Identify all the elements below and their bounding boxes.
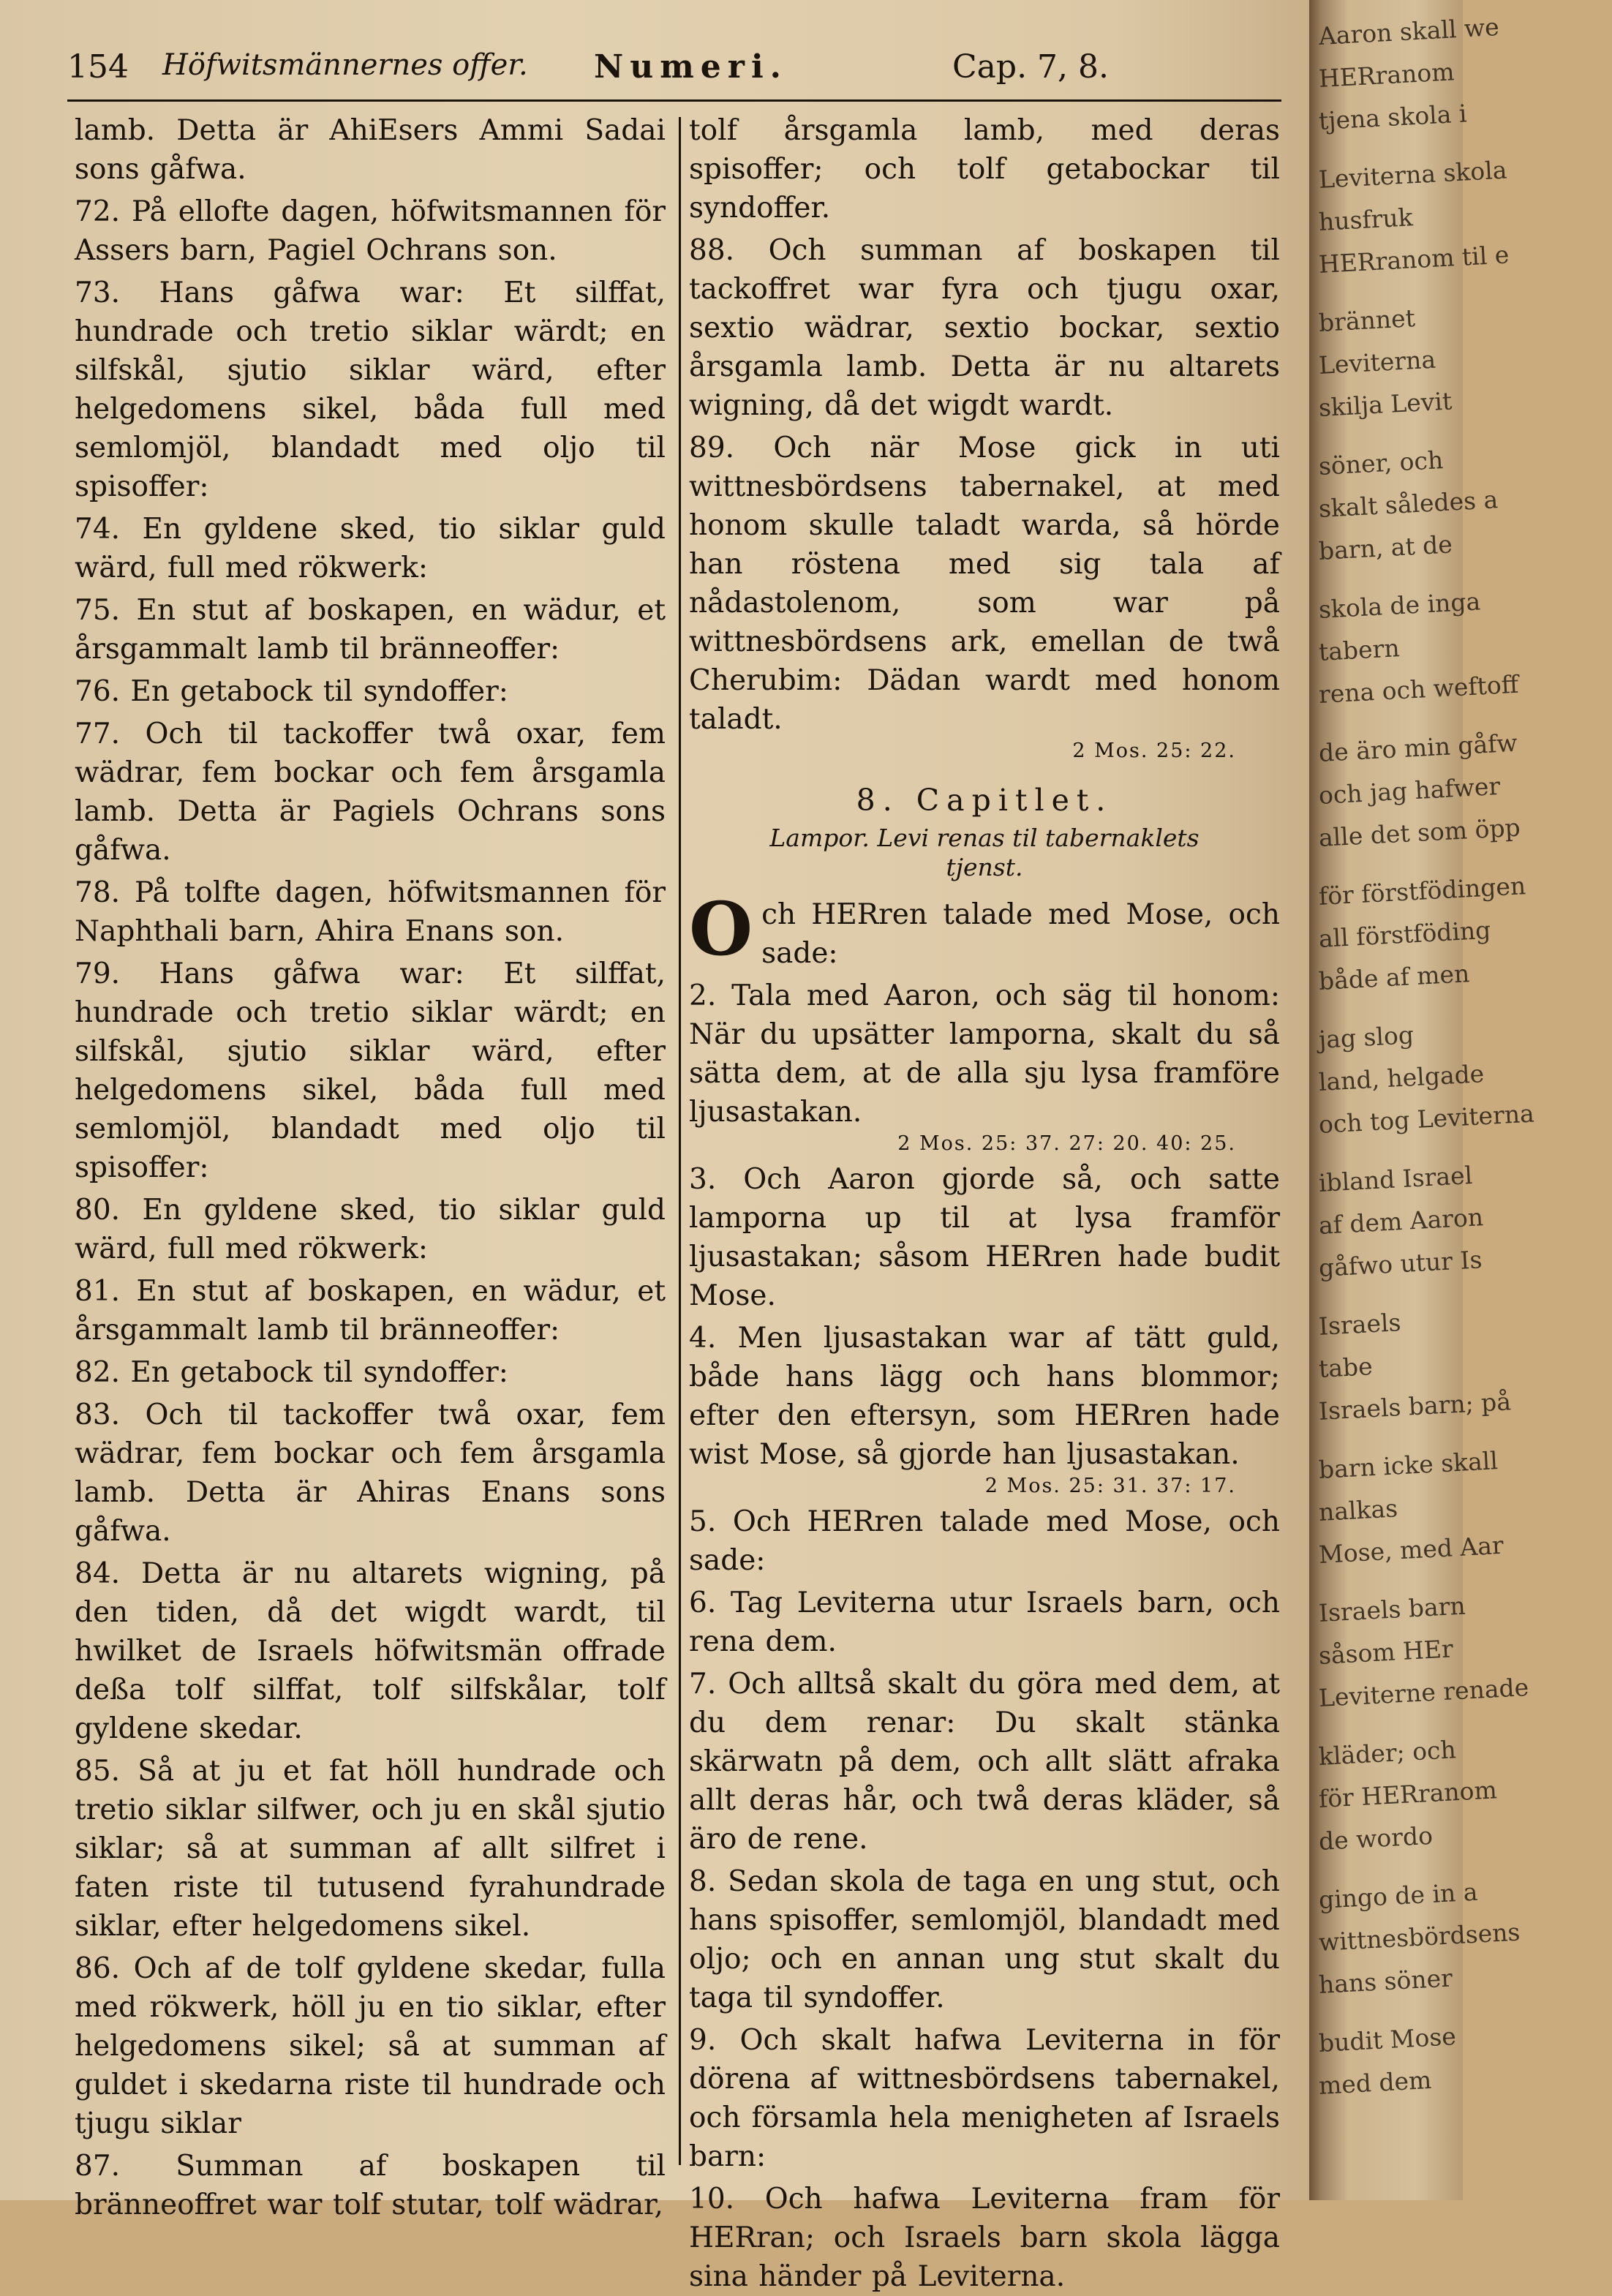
facing-page-line: tabern bbox=[1318, 633, 1401, 666]
verse-text: 5. Och HERren talade med Mose, och sade: bbox=[689, 1505, 1280, 1577]
verse-text: 87. Summan af boskapen til bränneoffret war tolf stutar, tolf wädrar, bbox=[75, 2150, 666, 2221]
verse-text: 78. På tolfte dagen, höfwitsmannen för Naphthali barn, Ahira Enans son. bbox=[75, 876, 666, 948]
verse-text: 85. Så at ju et fat höll hundrade och tretio siklar silfwer, och ju en skål sjutio siklar; så at summan af allt silfret i faten riste til tutusend fyrahundrade siklar, efter helgedomens sikel. bbox=[75, 1755, 666, 1943]
facing-page-line: både af men bbox=[1318, 959, 1471, 995]
verse-text: ch HERren talade med Mose, och sade: bbox=[761, 898, 1280, 970]
verse-text: 6. Tag Leviterna utur Israels barn, och rena dem. bbox=[689, 1587, 1280, 1658]
chapter-summary: Lampor. Levi renas til tabernaklets tjenst. bbox=[769, 824, 1199, 881]
verse-text: 4. Men ljusastakan war af tätt guld, både hans lägg och hans blommor; efter den eftersyn, som HERren hade wist Mose, så gjorde han ljusastakan. bbox=[689, 1322, 1280, 1471]
book-name: Numeri. bbox=[594, 48, 788, 86]
verse-text: 76. En getabock til syndoffer: bbox=[75, 675, 508, 708]
facing-page-line: all förstföding bbox=[1318, 915, 1492, 953]
facing-page-line: gingo de in a bbox=[1318, 1877, 1479, 1914]
verse-text: 86. Och af de tolf gyldene skedar, fulla med rökwerk, höll ju en tio siklar, efter helgedomens sikel; så at summan af guldet i skedarna riste til hundrade och tjugu siklar bbox=[75, 1952, 666, 2140]
facing-page-line: Israels bbox=[1318, 1308, 1402, 1341]
verse-text-opening bbox=[689, 886, 1280, 973]
verse-text: 83. Och til tackoffer twå oxar, fem wädrar, fem bockar och fem årsgamla lamb. Detta är Ahiras Enans sons gåfwa. bbox=[75, 1399, 666, 1548]
chapter-reference: Cap. 7, 8. bbox=[952, 48, 1109, 86]
verse-text: tolf årsgamla lamb, med deras spisoffer; och tolf getabockar til syndoffer. bbox=[689, 114, 1280, 225]
facing-page-line: Israels barn bbox=[1318, 1591, 1466, 1627]
verse-text: 75. En stut af boskapen, en wädur, et årsgammalt lamb til bränneoffer: bbox=[75, 594, 666, 666]
facing-page-line: kläder; och bbox=[1318, 1735, 1457, 1771]
facing-page-line: brännet bbox=[1318, 304, 1416, 337]
facing-page-line: för HERranom bbox=[1318, 1775, 1498, 1813]
facing-page-line: skilja Levit bbox=[1318, 386, 1453, 422]
facing-page-line: Leviterna skola bbox=[1318, 155, 1508, 194]
facing-page-line: Aaron skall we bbox=[1318, 12, 1500, 50]
verse-text: 73. Hans gåfwa war: Et silffat, hundrade och tretio siklar wärdt; en silfskål, sjutio siklar wärd, efter helgedomens sikel, båda full med semlomjöl, blandadt med oljo til spisoffer: bbox=[75, 276, 666, 503]
facing-page-line: tjena skola i bbox=[1318, 99, 1468, 135]
facing-page-line: nalkas bbox=[1318, 1494, 1398, 1527]
running-header bbox=[67, 48, 1281, 98]
facing-page-line: söner, och bbox=[1318, 445, 1445, 481]
verse-text: 81. En stut af boskapen, en wädur, et årsgammalt lamb til bränneoffer: bbox=[75, 1275, 666, 1347]
facing-page-text bbox=[1318, 12, 1611, 2114]
facing-page-line: Israels barn; på bbox=[1318, 1387, 1512, 1426]
facing-page-line: Leviterne renade bbox=[1318, 1672, 1530, 1712]
facing-page-line: barn icke skall bbox=[1318, 1446, 1499, 1484]
verse-text: 88. Och summan af boskapen til tackoffret war fyra och tjugu oxar, sextio wädrar, sextio bockar, sextio årsgamla lamb. Detta är nu altarets wigning, då det wigdt wardt. bbox=[689, 234, 1280, 422]
cross-reference: 2 Mos. 25: 22. bbox=[1072, 739, 1236, 762]
facing-page-line: barn, at de bbox=[1318, 530, 1453, 565]
verse-text: 7. Och alltså skalt du göra med dem, at du dem renar: Du skalt stänka skärwatn på dem, och allt slätt afraka allt deras hår, och twå deras kläder, så äro de rene. bbox=[689, 1668, 1280, 1856]
verse-text: 72. På ellofte dagen, höfwitsmannen för Assers barn, Pagiel Ochrans son. bbox=[75, 195, 666, 267]
facing-page-line: ibland Israel bbox=[1318, 1160, 1474, 1197]
facing-page-line: de wordo bbox=[1318, 1821, 1434, 1856]
verse-text: 9. Och skalt hafwa Leviterna in för dörena af wittnesbördsens tabernakel, och församla hela menigheten af Israels barn: bbox=[689, 2024, 1280, 2173]
chapter-heading: 8. Capitlet. bbox=[856, 783, 1113, 818]
facing-page-line: Mose, med Aar bbox=[1318, 1530, 1504, 1569]
facing-page-line: för förstfödingen bbox=[1318, 871, 1526, 911]
cross-reference: 2 Mos. 25: 31. 37: 17. bbox=[984, 1475, 1236, 1497]
facing-page-line: tabe bbox=[1318, 1352, 1374, 1383]
verse-text: lamb. Detta är AhiEsers Ammi Sadai sons gåfwa. bbox=[75, 114, 666, 186]
verse-text: 10. Och hafwa Leviterna fram för HERran; och Israels barn skola lägga sina händer på Leviterna. bbox=[689, 2183, 1280, 2293]
facing-page-line: Leviterna bbox=[1318, 345, 1436, 380]
facing-page-line: såsom HEr bbox=[1318, 1634, 1454, 1670]
verse-text: 77. Och til tackoffer twå oxar, fem wädrar, fem bockar och fem årsgamla lamb. Detta är Pagiels Ochrans sons gåfwa. bbox=[75, 718, 666, 867]
facing-page-line: skola de inga bbox=[1318, 587, 1482, 624]
verse-text: 80. En gyldene sked, tio siklar guld wärd, full med rökwerk: bbox=[75, 1194, 666, 1265]
facing-page-line: jag slog bbox=[1318, 1020, 1415, 1054]
facing-page-line: HERranom til e bbox=[1318, 240, 1510, 279]
drop-cap: O bbox=[689, 886, 753, 972]
verse-text: 89. Och när Mose gick in uti wittnesbördsens tabernakel, at med honom skulle taladt warda, så hörde han röstena med sig tala af nådastolenom, som war på wittnesbördsens ark, emellan de twå Cherubim: Dädan wardt med honom taladt. bbox=[689, 432, 1280, 736]
facing-page-edge bbox=[1309, 0, 1535, 2200]
facing-page-line: med dem bbox=[1318, 2065, 1433, 2100]
verse-text: 82. En getabock til syndoffer: bbox=[75, 1356, 508, 1389]
verse-text: 3. Och Aaron gjorde så, och satte lamporna up til at lysa framför ljusastakan; såsom HERren hade budit Mose. bbox=[689, 1163, 1280, 1312]
verse-text: 8. Sedan skola de taga en ung stut, och hans spisoffer, semlomjöl, blandadt med oljo; och en annan ung stut skalt du taga til syndoffer. bbox=[689, 1865, 1280, 2014]
facing-page-line: gåfwo utur Is bbox=[1318, 1245, 1483, 1282]
cross-reference: 2 Mos. 25: 37. 27: 20. 40: 25. bbox=[897, 1132, 1236, 1155]
verse-text: 74. En gyldene sked, tio siklar guld wärd, full med rökwerk: bbox=[75, 513, 666, 584]
column-divider bbox=[679, 117, 681, 2165]
header-rule bbox=[67, 99, 1281, 102]
verse-text: 84. Detta är nu altarets wigning, på den tiden, då det wigdt wardt, til hwilket de Israels höfwitsmän offrade deßa tolf silffat, tolf silfskålar, tolf gyldene skedar. bbox=[75, 1557, 666, 1745]
facing-page-line: budit Mose bbox=[1318, 2022, 1457, 2058]
facing-page-line: af dem Aaron bbox=[1318, 1202, 1484, 1240]
verse-text: 79. Hans gåfwa war: Et silffat, hundrade och tretio siklar wärdt; en silfskål, sjutio siklar wärd, efter helgedomens sikel, båda full med semlomjöl, blandadt med oljo til spisoffer: bbox=[75, 957, 666, 1184]
facing-page-line: husfruk bbox=[1318, 203, 1414, 236]
page-number: 154 bbox=[67, 48, 129, 86]
facing-page-line: de äro min gåfw bbox=[1318, 728, 1518, 767]
facing-page-line: alle det som öpp bbox=[1318, 813, 1521, 852]
facing-page-line: och jag hafwer bbox=[1318, 772, 1502, 810]
facing-page-line: och tog Leviterna bbox=[1318, 1099, 1535, 1139]
facing-page-line: HERranom bbox=[1318, 57, 1455, 93]
facing-page-line: land, helgade bbox=[1318, 1059, 1485, 1096]
facing-page-line: hans söner bbox=[1318, 1963, 1453, 1999]
verse-text: 2. Tala med Aaron, och säg til honom: När du upsätter lamporna, skalt du så sätta dem, at de alla sju lysa framföre ljusastakan. bbox=[689, 979, 1280, 1129]
facing-page-line: skalt således a bbox=[1318, 485, 1499, 523]
right-column bbox=[689, 111, 1280, 2296]
facing-page-line: wittnesbördsens bbox=[1318, 1917, 1521, 1957]
running-title: Höfwitsmännernes offer. bbox=[162, 48, 528, 82]
left-column bbox=[75, 111, 666, 2224]
facing-page-line: rena och weftoff bbox=[1318, 669, 1520, 709]
